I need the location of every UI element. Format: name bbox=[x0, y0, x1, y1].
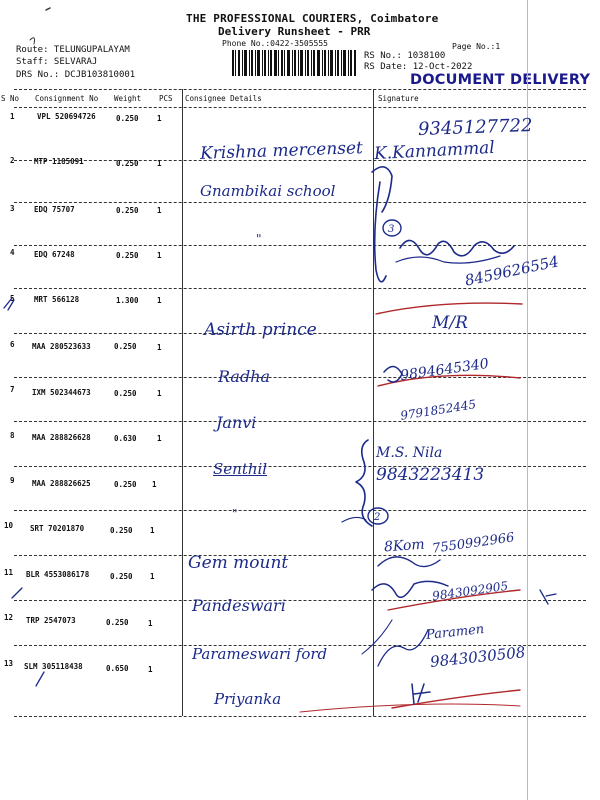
row-sno: 3 bbox=[10, 204, 15, 213]
col-consignee: Consignee Details bbox=[185, 94, 262, 103]
staff-label: Staff: SELVARAJ bbox=[16, 57, 98, 67]
col-sno: S No bbox=[1, 94, 20, 103]
row-consignment: MAA 288826628 bbox=[32, 433, 91, 442]
circled-number-text: 3 bbox=[388, 224, 395, 235]
row-weight: 0.250 bbox=[110, 572, 133, 581]
handwritten-ditto: " bbox=[232, 507, 238, 521]
phone-number: Phone No.:0422-3505555 bbox=[222, 39, 328, 48]
document-delivery-stamp: DOCUMENT DELIVERY bbox=[410, 72, 591, 88]
col-consignment: Consignment No bbox=[35, 94, 99, 103]
row-weight: 0.250 bbox=[116, 114, 139, 123]
row-consignment: MRT 566128 bbox=[34, 295, 80, 304]
row-pcs: 1 bbox=[157, 434, 162, 443]
col-pcs: PCS bbox=[159, 94, 173, 103]
row-sno: 13 bbox=[4, 659, 14, 668]
row-weight: 0.250 bbox=[110, 526, 133, 535]
row-weight: 0.650 bbox=[106, 664, 129, 673]
row-pcs: 1 bbox=[150, 526, 155, 535]
ink-signature bbox=[378, 557, 440, 567]
row-pcs: 1 bbox=[148, 665, 153, 674]
row-consignment: TRP 2547073 bbox=[26, 616, 76, 625]
row-pcs: 1 bbox=[157, 389, 162, 398]
row-consignment: VPL 520694726 bbox=[37, 112, 96, 121]
handwritten-phone: 9894645340 bbox=[399, 355, 490, 385]
handwritten-signature: M.S. Nila bbox=[376, 445, 443, 461]
handwritten-signature: K.Kannammal bbox=[373, 137, 496, 165]
rs-number: RS No.: 1038100 bbox=[364, 51, 446, 61]
row-consignment: BLR 4553086178 bbox=[26, 570, 90, 579]
handwritten-signature: 8Kom bbox=[383, 536, 426, 556]
col-weight: Weight bbox=[114, 94, 142, 103]
handwritten-signature: M/R bbox=[432, 313, 468, 333]
ink-signature bbox=[400, 240, 514, 255]
row-consignment: MTP 1185091 bbox=[34, 157, 84, 166]
row-weight: 0.250 bbox=[116, 251, 139, 260]
handwritten-phone: 9345127722 bbox=[417, 115, 533, 140]
row-sno: 1 bbox=[10, 112, 15, 121]
ink-stroke bbox=[372, 167, 392, 212]
ink-signature bbox=[396, 256, 500, 263]
row-weight: 0.250 bbox=[114, 480, 137, 489]
handwritten-consignee: Priyanka bbox=[214, 690, 282, 708]
row-pcs: 1 bbox=[150, 572, 155, 581]
handwritten-phone: 9791852445 bbox=[399, 397, 477, 423]
ink-underline bbox=[378, 375, 520, 386]
row-pcs: 1 bbox=[152, 480, 157, 489]
ink-tick bbox=[12, 588, 22, 598]
circled-number-text: 2 bbox=[374, 512, 381, 523]
row-sno: 10 bbox=[4, 521, 14, 530]
row-sno: 12 bbox=[4, 613, 14, 622]
rs-date: RS Date: 12-Oct-2022 bbox=[364, 62, 473, 72]
ink-signature bbox=[372, 581, 448, 597]
ink-mark bbox=[30, 38, 35, 44]
handwritten-phone: 9843223413 bbox=[376, 465, 485, 485]
ink-mark bbox=[46, 8, 50, 10]
row-sno: 5 bbox=[10, 294, 15, 303]
handwritten-consignee: Asirth prince bbox=[204, 320, 317, 340]
ink-stroke bbox=[384, 366, 402, 382]
ink-brace bbox=[356, 440, 372, 526]
handwritten-signature: Paramen bbox=[425, 621, 485, 644]
ink-mark bbox=[412, 684, 430, 704]
ink-mark bbox=[540, 590, 556, 604]
row-consignment: MAA 280523633 bbox=[32, 342, 91, 351]
row-sno: 4 bbox=[10, 248, 15, 257]
handwritten-phone: 9843092905 bbox=[431, 578, 509, 604]
row-sno: 7 bbox=[10, 385, 15, 394]
ink-stroke bbox=[342, 517, 366, 522]
row-weight: 0.250 bbox=[116, 206, 139, 215]
handwritten-consignee: Gem mount bbox=[188, 553, 289, 573]
handwritten-phone: 9843030508 bbox=[429, 643, 527, 671]
handwritten-consignee: Parameswari ford bbox=[192, 645, 328, 663]
row-weight: 0.250 bbox=[114, 342, 137, 351]
row-sno: 9 bbox=[10, 476, 15, 485]
handwritten-consignee: Senthil bbox=[213, 460, 268, 478]
row-pcs: 1 bbox=[157, 296, 162, 305]
ink-tick bbox=[4, 298, 14, 310]
runsheet-subtitle: Delivery Runsheet - PRR bbox=[218, 25, 371, 38]
handwritten-consignee: Pandeswari bbox=[192, 596, 286, 615]
row-sno: 6 bbox=[10, 340, 15, 349]
handwritten-ditto: " bbox=[256, 232, 262, 246]
route-label: Route: TELUNGUPALAYAM bbox=[16, 45, 130, 55]
drs-number: DRS No.: DCJB103810001 bbox=[16, 70, 136, 80]
row-pcs: 1 bbox=[157, 159, 162, 168]
page-number: Page No.:1 bbox=[452, 42, 501, 51]
row-pcs: 1 bbox=[157, 251, 162, 260]
row-weight: 0.250 bbox=[106, 618, 129, 627]
ink-signature bbox=[378, 630, 428, 666]
row-consignment: SLM 305118438 bbox=[24, 662, 83, 671]
handwritten-consignee: Krishna mercenset bbox=[199, 138, 364, 164]
row-sno: 8 bbox=[10, 431, 15, 440]
handwritten-consignee: Radha bbox=[218, 367, 271, 386]
row-consignment: IXM 502344673 bbox=[32, 388, 91, 397]
row-consignment: MAA 288826625 bbox=[32, 479, 91, 488]
handwritten-phone: 8459626554 bbox=[463, 252, 561, 290]
row-consignment: EDQ 75707 bbox=[34, 205, 75, 214]
ink-underline bbox=[376, 303, 522, 314]
row-pcs: 1 bbox=[157, 114, 162, 123]
runsheet-title: THE PROFESSIONAL COURIERS, Coimbatore bbox=[186, 12, 439, 25]
row-weight: 0.250 bbox=[114, 389, 137, 398]
row-consignment: EDQ 67248 bbox=[34, 250, 75, 259]
col-signature: Signature bbox=[378, 94, 419, 103]
row-pcs: 1 bbox=[157, 206, 162, 215]
ink-tick bbox=[36, 672, 44, 686]
handwritten-consignee: Janvi bbox=[216, 413, 257, 432]
row-weight: 0.630 bbox=[114, 434, 137, 443]
row-weight: 1.300 bbox=[116, 296, 139, 305]
handwritten-phone: 7550992966 bbox=[431, 530, 516, 557]
row-sno: 2 bbox=[10, 156, 15, 165]
row-pcs: 1 bbox=[157, 343, 162, 352]
row-pcs: 1 bbox=[148, 619, 153, 628]
row-consignment: SRT 70201870 bbox=[30, 524, 85, 533]
ink-stroke bbox=[362, 620, 392, 654]
row-sno: 11 bbox=[4, 568, 14, 577]
handwritten-consignee: Gnambikai school bbox=[200, 182, 336, 200]
row-weight: 0.250 bbox=[116, 159, 139, 168]
